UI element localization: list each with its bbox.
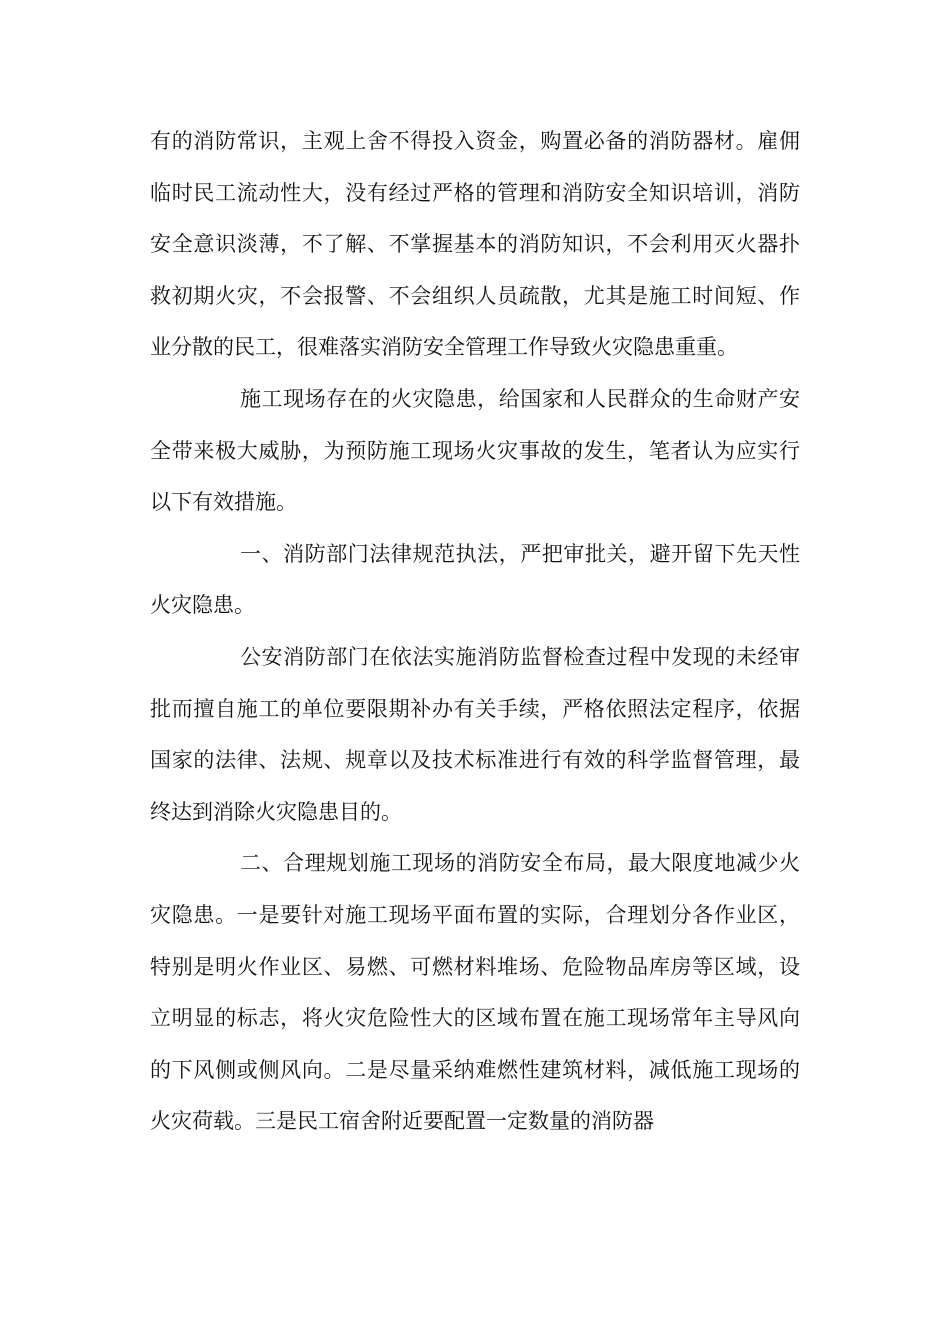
document-page <box>150 116 800 1148</box>
paragraph-fire-hazard-threat: 施工现场存在的火灾隐患，给国家和人民群众的生命财产安全带来极大威胁，为预防施工现场火灾事故的发生，笔者认为应实行以下有效措施。 <box>150 386 800 515</box>
paragraph-body-continued: 有的消防常识，主观上舍不得投入资金，购置必备的消防器材。雇佣临时民工流动性大，没有经过严格的管理和消防安全知识培训，消防安全意识淡薄，不了解、不掌握基本的消防知识，不会利用灭火器扑救初期火灾，不会报警、不会组织人员疏散，尤其是施工时间短、作业分散的民工，很难落实消防安全管理工作导致火灾隐患重重。 <box>150 129 800 360</box>
paragraph-heading-two-layout: 二、合理规划施工现场的消防安全布局，最大限度地减少火灾隐患。一是要针对施工现场平面布置的实际，合理划分各作业区，特别是明火作业区、易燃、可燃材料堆场、危险物品库房等区域，设立明显的标志，将火灾危险性大的区域布置在施工现场常年主导风向的下风侧或侧风向。二是尽量采纳难燃性建筑材料，减低施工现场的火灾荷载。三是民工宿舍附近要配置一定数量的消防器 <box>150 851 800 1134</box>
paragraph-heading-one: 一、消防部门法律规范执法，严把审批关，避开留下先天性火灾隐患。 <box>150 541 800 618</box>
paragraph-fire-department-supervision: 公安消防部门在依法实施消防监督检查过程中发现的未经审批而擅自施工的单位要限期补办有关手续，严格依照法定程序，依据国家的法律、法规、规章以及技术标准进行有效的科学监督管理，最终达到消除火灾隐患目的。 <box>150 644 800 824</box>
